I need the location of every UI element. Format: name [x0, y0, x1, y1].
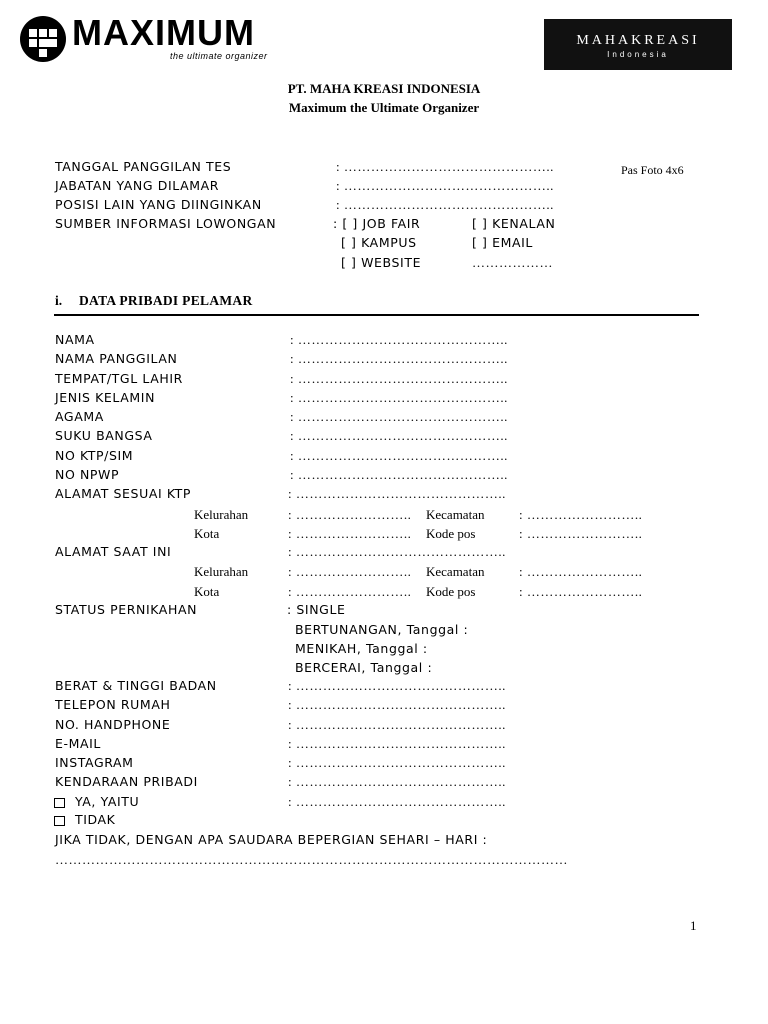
field-label-tempat-tgl-lahir: TEMPAT/TGL LAHIR	[55, 371, 183, 386]
vehicle-ya-value[interactable]: : ………………………………………..	[288, 794, 506, 809]
section-divider	[54, 314, 699, 316]
field-value-email[interactable]: : ………………………………………..	[288, 736, 506, 751]
field-label-suku-bangsa: SUKU BANGSA	[55, 428, 153, 443]
field-label-kendaraan-pribadi: KENDARAAN PRIBADI	[55, 774, 198, 789]
section-title: DATA PRIBADI PELAMAR	[79, 293, 253, 308]
source-option-email[interactable]: [ ] EMAIL	[472, 235, 533, 250]
company-name: PT. MAHA KREASI INDONESIA	[287, 81, 481, 96]
field-value-alamat-ktp[interactable]: : ………………………………………..	[288, 486, 506, 501]
field-label-tanggal-panggilan: TANGGAL PANGGILAN TES	[55, 159, 232, 174]
vehicle-answer-line[interactable]: ……………………………………………………………………………………………………	[55, 852, 568, 867]
mahakreasi-logo	[544, 19, 732, 70]
ktp-kota-value[interactable]: : ……………………..	[288, 526, 412, 541]
field-value-suku-bangsa[interactable]: : ………………………………………..	[290, 428, 508, 443]
ktp-kelurahan-label: Kelurahan	[194, 507, 249, 522]
now-kota-value[interactable]: : ……………………..	[288, 584, 412, 599]
field-value-no-handphone[interactable]: : ………………………………………..	[288, 717, 506, 732]
ktp-kecamatan-label: Kecamatan	[426, 507, 485, 522]
field-label-jenis-kelamin: JENIS KELAMIN	[55, 390, 156, 405]
marital-option-menikah[interactable]: MENIKAH, Tanggal :	[295, 641, 428, 656]
field-value-instagram[interactable]: : ………………………………………..	[288, 755, 506, 770]
field-value-tempat-tgl-lahir[interactable]: : ………………………………………..	[290, 371, 508, 386]
field-label-instagram: INSTAGRAM	[55, 755, 134, 770]
now-kelurahan-value[interactable]: : ……………………..	[288, 564, 412, 579]
field-label-jabatan: JABATAN YANG DILAMAR	[55, 178, 220, 193]
field-value-nama[interactable]: : ………………………………………..	[290, 332, 508, 347]
maximum-logo-mark-icon	[20, 16, 66, 62]
maximum-logo	[20, 14, 280, 66]
field-label-sumber-informasi: SUMBER INFORMASI LOWONGAN	[55, 216, 277, 231]
field-label-agama: AGAMA	[55, 409, 104, 424]
field-value-kendaraan-pribadi[interactable]: : ………………………………………..	[288, 774, 506, 789]
field-value-jenis-kelamin[interactable]: : ………………………………………..	[290, 390, 508, 405]
field-label-telepon-rumah: TELEPON RUMAH	[55, 697, 171, 712]
ktp-kelurahan-value[interactable]: : ……………………..	[288, 507, 412, 522]
ktp-kodepos-value[interactable]: : ……………………..	[519, 526, 643, 541]
field-value-nama-panggilan[interactable]: : ………………………………………..	[290, 351, 508, 366]
vehicle-question: JIKA TIDAK, DENGAN APA SAUDARA BEPERGIAN SEHARI – HARI :	[55, 832, 488, 847]
field-label-no-ktp-sim: NO KTP/SIM	[55, 448, 134, 463]
now-kecamatan-value[interactable]: : ……………………..	[519, 564, 643, 579]
marital-option-single[interactable]: : SINGLE	[287, 602, 346, 617]
field-label-alamat-saat-ini: ALAMAT SAAT INI	[55, 544, 172, 559]
field-value-agama[interactable]: : ………………………………………..	[290, 409, 508, 424]
field-value-telepon-rumah[interactable]: : ………………………………………..	[288, 697, 506, 712]
vehicle-ya-label: YA, YAITU	[75, 794, 140, 809]
field-value-jabatan[interactable]: : ………………………………………..	[336, 178, 554, 193]
page-number: 1	[690, 918, 697, 933]
source-option-job-fair[interactable]: : [ ] JOB FAIR	[333, 216, 421, 231]
maximum-logo-tagline: the ultimate organizer	[170, 51, 268, 61]
field-value-berat-tinggi[interactable]: : ………………………………………..	[288, 678, 506, 693]
field-label-alamat-ktp: ALAMAT SESUAI KTP	[55, 486, 192, 501]
field-value-alamat-saat-ini[interactable]: : ………………………………………..	[288, 544, 506, 559]
field-label-nama-panggilan: NAMA PANGGILAN	[55, 351, 178, 366]
field-label-no-handphone: NO. HANDPHONE	[55, 717, 171, 732]
source-option-website-blank[interactable]: ………………	[472, 255, 553, 270]
company-subtitle: Maximum the Ultimate Organizer	[288, 100, 480, 115]
field-label-no-npwp: NO NPWP	[55, 467, 120, 482]
marital-option-bercerai[interactable]: BERCERAI, Tanggal :	[295, 660, 433, 675]
mahakreasi-logo-word: MAHAKREASI	[576, 33, 700, 48]
now-kelurahan-label: Kelurahan	[194, 564, 249, 579]
ktp-kecamatan-value[interactable]: : ……………………..	[519, 507, 643, 522]
section-number: i.	[55, 293, 63, 308]
now-kodepos-label: Kode pos	[426, 584, 476, 599]
field-label-berat-tinggi: BERAT & TINGGI BADAN	[55, 678, 217, 693]
vehicle-tidak-label: TIDAK	[75, 812, 116, 827]
field-value-no-npwp[interactable]: : ………………………………………..	[290, 467, 508, 482]
field-value-tanggal-panggilan[interactable]: : ………………………………………..	[336, 159, 554, 174]
source-option-kampus[interactable]: [ ] KAMPUS	[341, 235, 417, 250]
now-kecamatan-label: Kecamatan	[426, 564, 485, 579]
source-option-website[interactable]: [ ] WEBSITE	[341, 255, 422, 270]
field-label-email: E-MAIL	[55, 736, 101, 751]
field-value-no-ktp-sim[interactable]: : ………………………………………..	[290, 448, 508, 463]
field-label-posisi-lain: POSISI LAIN YANG DIINGINKAN	[55, 197, 262, 212]
field-label-nama: NAMA	[55, 332, 95, 347]
field-label-status-pernikahan: STATUS PERNIKAHAN	[55, 602, 198, 617]
photo-placeholder-label: Pas Foto 4x6	[621, 163, 684, 177]
mahakreasi-logo-sub: Indonesia	[607, 50, 669, 59]
now-kodepos-value[interactable]: : ……………………..	[519, 584, 643, 599]
marital-option-bertunangan[interactable]: BERTUNANGAN, Tanggal :	[295, 622, 469, 637]
vehicle-ya-checkbox[interactable]	[54, 798, 65, 808]
field-value-posisi-lain[interactable]: : ………………………………………..	[336, 197, 554, 212]
source-option-kenalan[interactable]: [ ] KENALAN	[472, 216, 556, 231]
maximum-logo-word: MAXIMUM	[72, 12, 255, 53]
ktp-kodepos-label: Kode pos	[426, 526, 476, 541]
vehicle-tidak-checkbox[interactable]	[54, 816, 65, 826]
ktp-kota-label: Kota	[194, 526, 220, 541]
now-kota-label: Kota	[194, 584, 220, 599]
